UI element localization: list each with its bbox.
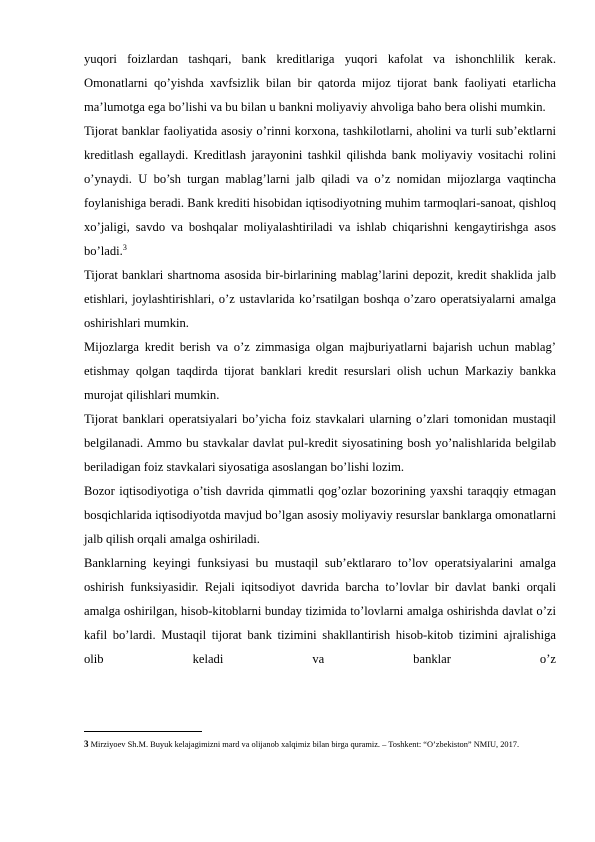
- paragraph-2-text: Tijorat banklar faoliyatida asosiy o’rinni korxona, tashkilotlarni, aholini va turli sub’ektlarni kreditlash egallaydi. Kreditlash jarayonini tashkil qilishda bank moliyaviy vositachi rolini o’ynaydi. U bo’sh turgan mablag’larni jalb qiladi va o’z nomidan mijozlarga vaqtincha foylanishiga beradi. Bank krediti hisobidan iqtisodiyotning muhim tarmoqlari-sanoat, qishloq xo’jaligi, savdo va boshqalar moliyalashtiriladi va ishlab chiqarishni kengaytirishga asos bo’ladi.: [84, 124, 556, 258]
- footnote-reference[interactable]: 3: [122, 242, 127, 252]
- document-body: [84, 47, 556, 671]
- paragraph-4: Mijozlarga kredit berish va o’z zimmasiga olgan majburiyatlarni bajarish uchun mablag’ etishmay qolgan taqdirda tijorat banklari kredit resurslari olish uchun Markaziy bankka murojat qilishlari mumkin.: [84, 340, 556, 402]
- footnote-divider: [84, 731, 202, 732]
- paragraph-6: Bozor iqtisodiyotiga o’tish davrida qimmatli qog’ozlar bozorining yaxshi taraqqiy etmagan bosqichlarida iqtisodiyotda mavjud bo’lgan asosiy moliyaviy resurslar banklarga omonatlarni jalb qilish orqali amalga oshiriladi.: [84, 484, 556, 546]
- paragraph-5: Tijorat banklari operatsiyalari bo’yicha foiz stavkalari ularning o’zlari tomonidan mustaqil belgilanadi. Ammo bu stavkalar davlat pul-kredit siyosatining bosh yo’nalishlarida belgilab beriladigan foiz stavkalari siyosatiga asoslangan bo’lishi lozim.: [84, 412, 556, 474]
- footnote-number: 3: [84, 739, 89, 749]
- paragraph-1: yuqori foizlardan tashqari, bank kreditlariga yuqori kafolat va ishonchlilik kerak. Omonatlarni qo’yishda xavfsizlik bilan bir qatorda mijoz tijorat bank faoliyati etarlicha ma’lumotga ega bo’lishi va bu bilan u bankni moliyaviy ahvoliga baho bera olishi mumkin.: [84, 52, 556, 114]
- paragraph-2: [84, 119, 556, 263]
- footnote: [84, 735, 556, 754]
- paragraph-3: Tijorat banklari shartnoma asosida bir-birlarining mablag’larini depozit, kredit shaklida jalb etishlari, joylashtirishlari, o’z ustavlarida ko’rsatilgan boshqa o’zaro operatsiyalarni amalga oshirishlari mumkin.: [84, 268, 556, 330]
- paragraph-7: Banklarning keyingi funksiyasi bu mustaqil sub’ektlararo to’lov operatsiyalarini amalga oshirish funksiyasidir. Rejali iqitsodiyot davrida barcha to’lovlar bir davlat banki orqali amalga oshirilgan, hisob-kitoblarni bunday tizimida to’lovlarni amalga oshirishda davlat o’zi kafil bo’lardi. Mustaqil tijorat bank tizimini shakllantirish hisob-kitob tizimini ajralishiga olib keladi va banklar o’z: [84, 556, 556, 666]
- footnote-text: Mirziyoev Sh.M. Buyuk kelajagimizni mard va olijanob xalqimiz bilan birga quramiz. – Toshkent: “O’zbekiston” NMIU, 2017.: [90, 740, 520, 749]
